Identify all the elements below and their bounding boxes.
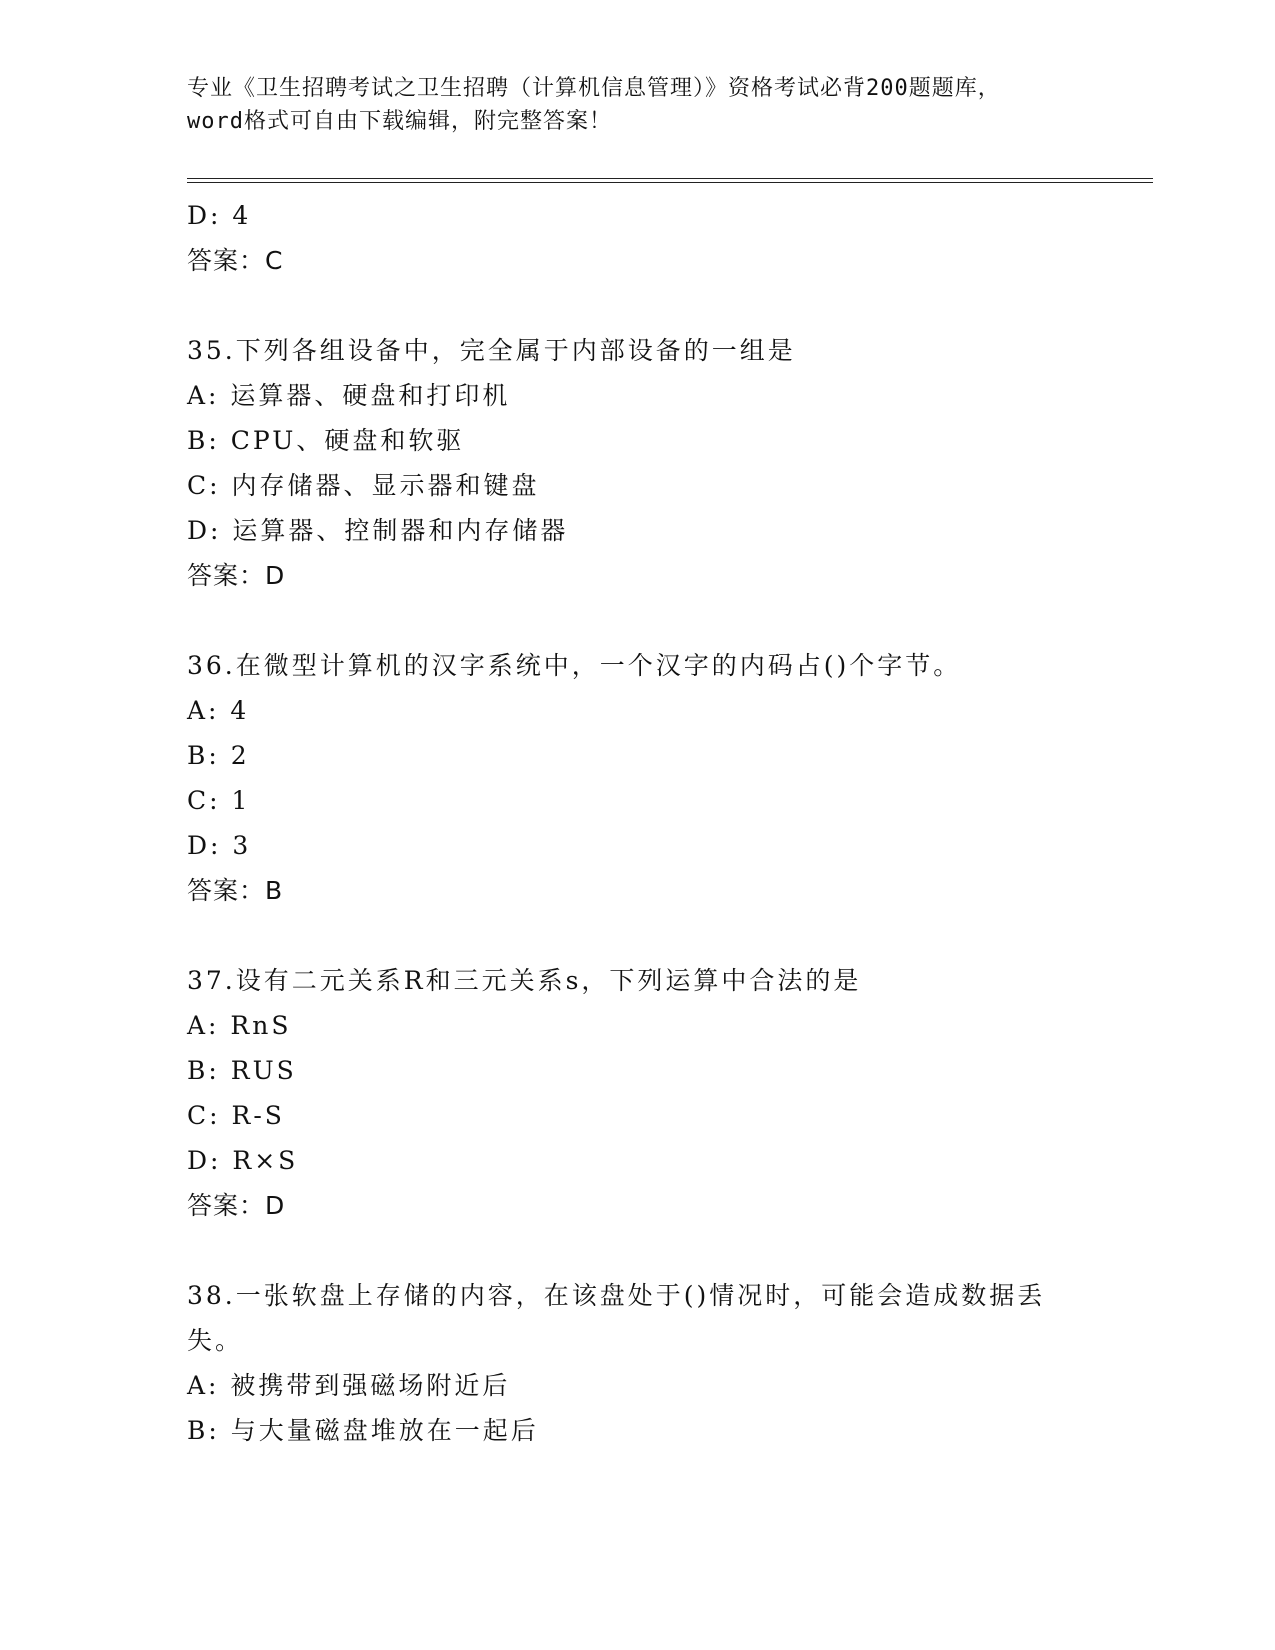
header-rule-bottom <box>187 182 1153 183</box>
previous-question-tail <box>187 193 1087 283</box>
answer: 答案：D <box>187 561 286 590</box>
option-d: D: 3 <box>187 831 252 860</box>
question-36 <box>187 643 1087 913</box>
option-a: A: RnS <box>187 1011 292 1040</box>
option-a: A: 被携带到强磁场附近后 <box>187 1371 511 1400</box>
option-c: C: 1 <box>187 786 251 815</box>
answer: 答案：B <box>187 876 284 905</box>
header-line-2: word格式可自由下载编辑，附完整答案！ <box>187 109 612 134</box>
question-35 <box>187 328 1087 598</box>
option-a: A: 4 <box>187 696 250 725</box>
question-stem: 36.在微型计算机的汉字系统中，一个汉字的内码占()个字节。 <box>187 651 962 680</box>
option-b: B: RUS <box>187 1056 297 1085</box>
option-d: D: R×S <box>187 1146 299 1175</box>
question-38 <box>187 1273 1087 1453</box>
question-stem-line-1: 38.一张软盘上存储的内容，在该盘处于()情况时，可能会造成数据丢 <box>187 1281 1046 1310</box>
option-c: C: R-S <box>187 1101 285 1130</box>
option-a: A: 运算器、硬盘和打印机 <box>187 381 511 410</box>
option-b: B: 与大量磁盘堆放在一起后 <box>187 1416 539 1445</box>
option-d: D: 4 <box>187 201 252 230</box>
option-b: B: 2 <box>187 741 250 770</box>
option-b: B: CPU、硬盘和软驱 <box>187 426 465 455</box>
question-stem-line-2: 失。 <box>187 1326 244 1355</box>
question-stem: 35.下列各组设备中，完全属于内部设备的一组是 <box>187 336 796 365</box>
document-header <box>187 72 1087 138</box>
option-d: D: 运算器、控制器和内存储器 <box>187 516 569 545</box>
option-c: C: 内存储器、显示器和键盘 <box>187 471 540 500</box>
document-body <box>187 193 1087 1453</box>
answer: 答案：D <box>187 1191 286 1220</box>
question-stem: 37.设有二元关系R和三元关系s，下列运算中合法的是 <box>187 966 862 995</box>
header-rule-top <box>187 178 1153 179</box>
question-37 <box>187 958 1087 1228</box>
header-line-1: 专业《卫生招聘考试之卫生招聘（计算机信息管理）》资格考试必背200题题库， <box>187 76 1001 101</box>
answer: 答案：C <box>187 246 284 275</box>
